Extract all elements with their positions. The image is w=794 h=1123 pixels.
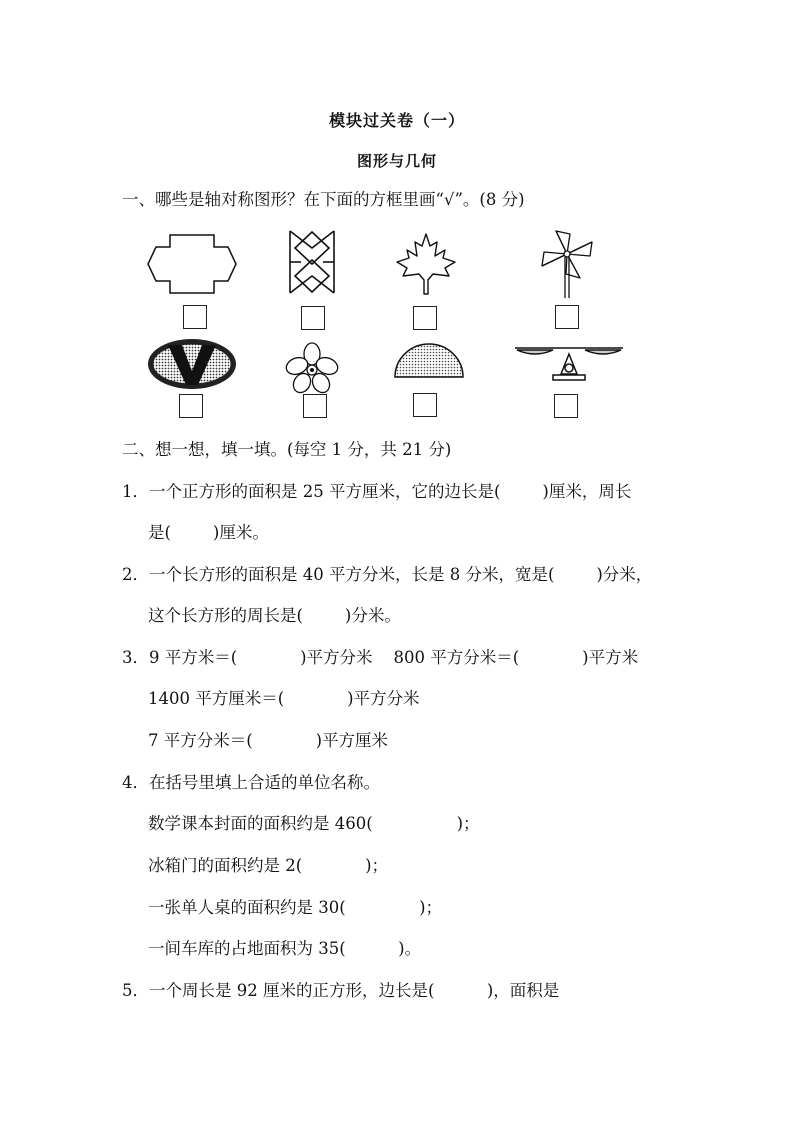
answer-box-2[interactable] bbox=[301, 306, 325, 330]
section2-heading: 二、想一想，填一填。(每空 1 分，共 21 分) bbox=[122, 440, 452, 459]
page-subtitle: 图形与几何 bbox=[356, 152, 437, 170]
section1-heading: 一、哪些是轴对称图形？在下面的方框里画“√”。(8 分) bbox=[122, 190, 525, 209]
question-line: 冰箱门的面积约是 2( )； bbox=[148, 856, 389, 875]
pinwheel-icon bbox=[534, 228, 600, 300]
question-line: 1．一个正方形的面积是 25 平方厘米，它的边长是( )厘米，周长 bbox=[122, 482, 632, 501]
question-line: 一间车库的占地面积为 35( )。 bbox=[148, 939, 422, 958]
flower-icon bbox=[285, 342, 339, 394]
answer-box-3[interactable] bbox=[413, 306, 437, 330]
answer-box-4[interactable] bbox=[555, 305, 579, 329]
question-line: 4．在括号里填上合适的单位名称。 bbox=[122, 773, 380, 792]
answer-box-1[interactable] bbox=[183, 305, 207, 329]
question-line: 是( )厘米。 bbox=[148, 523, 269, 542]
question-line: 数学课本封面的面积约是 460( )； bbox=[148, 814, 480, 833]
v-logo-icon bbox=[146, 337, 238, 391]
answer-box-7[interactable] bbox=[413, 393, 437, 417]
question-line: 这个长方形的周长是( )分米。 bbox=[148, 606, 401, 625]
balance-scale-icon bbox=[513, 342, 625, 384]
page-title: 模块过关卷（一） bbox=[328, 111, 465, 130]
semicircle-icon bbox=[393, 342, 465, 380]
answer-box-5[interactable] bbox=[179, 394, 203, 418]
question-line: 5．一个周长是 92 厘米的正方形，边长是( )，面积是 bbox=[122, 981, 560, 1000]
question-line: 3．9 平方米＝( )平方分米 800 平方分米＝( )平方米 bbox=[122, 648, 639, 667]
question-line: 1400 平方厘米＝( )平方分米 bbox=[148, 689, 420, 708]
cross-shape-icon bbox=[146, 233, 238, 295]
question-line: 一张单人桌的面积约是 30( )； bbox=[148, 898, 443, 917]
answer-box-6[interactable] bbox=[303, 394, 327, 418]
question-line: 7 平方分米＝( )平方厘米 bbox=[148, 731, 389, 750]
diamond-lattice-icon bbox=[287, 228, 337, 296]
answer-box-8[interactable] bbox=[554, 394, 578, 418]
question-line: 2．一个长方形的面积是 40 平方分米，长是 8 分米，宽是( )分米， bbox=[122, 565, 653, 584]
maple-leaf-icon bbox=[395, 232, 457, 296]
